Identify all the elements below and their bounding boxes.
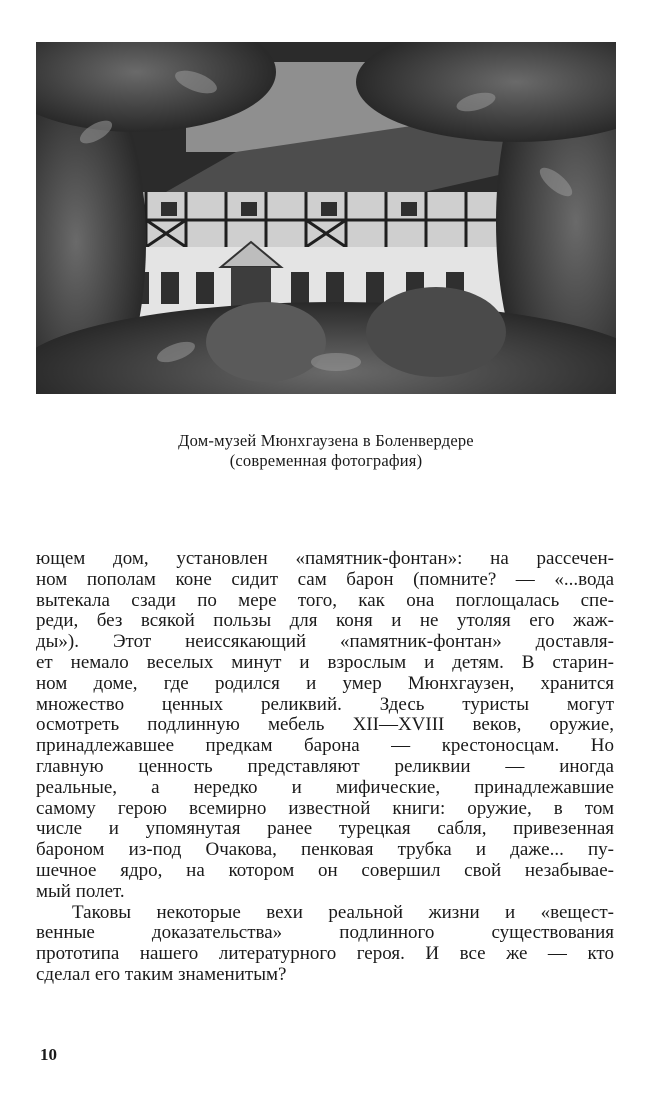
text-line: главную ценность представляют реликвии — иногда	[36, 755, 614, 777]
page-number: 10	[40, 1045, 57, 1064]
text-line: вытекала сзади по мере того, как она поглощалась спе-	[36, 589, 614, 611]
caption-line-2: (современная фотография)	[229, 451, 423, 470]
text-line: реди, без всякой пользы для коня и не утоляя его жаж-	[36, 610, 614, 632]
text-line: мый полет.	[36, 880, 125, 902]
text-line: самому герою всемирно известной книги: оружие, в том	[36, 797, 614, 819]
body-text	[36, 549, 614, 986]
figure-caption	[36, 431, 616, 471]
text-line: ды»). Этот неиссякающий «памятник-фонтан» доставля-	[36, 631, 614, 653]
text-line: реальные, а нередко и мифические, принадлежавшие	[36, 776, 614, 798]
text-line: ном доме, где родился и умер Мюнхгаузен, хранится	[36, 672, 614, 694]
text-line: ет немало веселых минут и взрослым и детям. В старин-	[36, 651, 614, 673]
text-line: сделал его таким знаменитым?	[36, 963, 287, 985]
house-illustration	[36, 42, 616, 394]
text-line: ющем дом, установлен «памятник-фонтан»: на рассечен-	[36, 548, 614, 569]
text-line: прототипа нашего литературного героя. И все же — кто	[36, 943, 614, 965]
text-line: числе и упомянутая ранее турецкая сабля, привезенная	[36, 818, 614, 840]
text-line: венные доказательства» подлинного существования	[36, 922, 614, 944]
text-line: бароном из-под Очакова, пенковая трубка и даже... пу-	[36, 839, 614, 861]
museum-house-photo	[36, 42, 616, 394]
text-line: Таковы некоторые вехи реальной жизни и «вещест-	[72, 901, 614, 923]
text-line: принадлежавшее предкам барона — крестоносцам. Но	[36, 735, 614, 757]
text-line: шечное ядро, на котором он совершил свой незабывае-	[36, 859, 614, 881]
text-line: осмотреть подлинную мебель XII—XVIII веков, оружие,	[36, 714, 614, 736]
text-line: множество ценных реликвий. Здесь туристы могут	[36, 693, 614, 715]
caption-line-1: Дом-музей Мюнхгаузена в Боленвердере	[178, 431, 474, 450]
text-line: ном пополам коне сидит сам барон (помните? — «...вода	[36, 568, 614, 590]
